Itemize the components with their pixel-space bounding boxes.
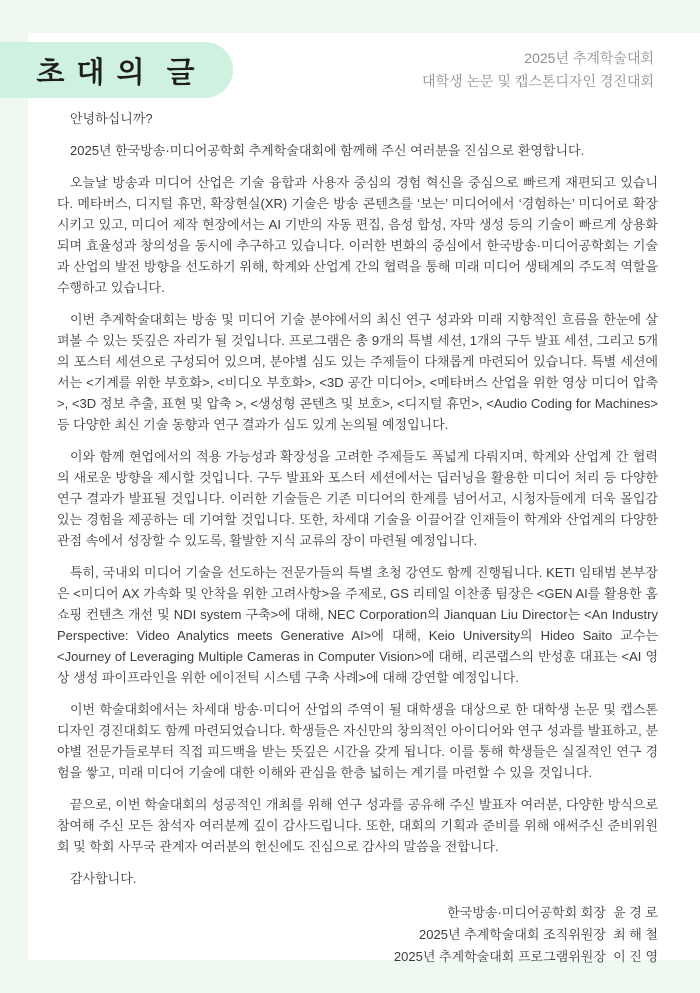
signature-block: [57, 902, 658, 968]
page-title: 초 대 의 글: [36, 56, 197, 89]
sessions-paragraph: 이와 함께 현업에서의 적용 가능성과 확장성을 고려한 주제들도 폭넓게 다뤄지며, 학계와 산업계 간 협력의 새로운 방향을 제시할 것입니다. 구두 발표와 포스터 세션에서는 딥러닝을 활용한 미디어 처리 등 다양한 연구 결과가 발표될 것입니다. 이러한 기술들은 기존 미디어의 한계를 넘어서고, 시청자들에게 더욱 몰입감 있는 경험을 제공하는 데 기여할 것입니다. 또한, 차세대 기술을 이끌어갈 인재들이 학계와 산업계의 다양한 관점 속에서 성장할 수 있도록, 활발한 지식 교류의 장이 마련될 예정입니다.: [57, 449, 658, 548]
student-competition-paragraph: 이번 학술대회에서는 차세대 방송·미디어 산업의 주역이 될 대학생을 대상으로 한 대학생 논문 및 캡스톤디자인 경진대회도 함께 마련되었습니다. 학생들은 자신만의 창의적인 아이디어와 연구 성과를 발표하고, 분야별 전문가들로부터 직접 피드백을 받는 뜻깊은 시간을 갖게 됩니다. 이를 통해 학생들은 실질적인 연구 경험을 쌓고, 미래 미디어 기술에 대한 이해와 관심을 한층 넓히는 계기를 마련할 수 있을 것입니다.: [57, 702, 658, 780]
title-badge: [0, 42, 233, 98]
industry-trends-paragraph: 오늘날 방송과 미디어 산업은 기술 융합과 사용자 중심의 경험 혁신을 중심으로 빠르게 재편되고 있습니다. 메타버스, 디지털 휴먼, 확장현실(XR) 기술은 방송 콘텐츠를 ‘보는’ 미디어에서 ‘경험하는’ 미디어로 확장시키고 있고, 미디어 제작 현장에서는 AI 기반의 자동 편집, 음성 합성, 자막 생성 등의 기술이 빠르게 상용화되며 효율성과 창의성을 동시에 추구하고 있습니다. 이러한 변화의 중심에서 한국방송·미디어공학회는 기술과 산업의 발전 방향을 선도하기 위해, 학계와 산업계 간의 협력을 통해 미래 미디어 생태계의 주도적 역할을 수행하고 있습니다.: [57, 175, 658, 295]
invited-talks-paragraph: 특히, 국내외 미디어 기술을 선도하는 전문가들의 특별 초청 강연도 함께 진행됩니다. KETI 임태범 본부장은 <미디어 AX 가속화 및 안착을 위한 고려사항>을 주제로, GS 리테일 이찬종 팀장은 <GEN AI를 활용한 홈쇼핑 컨텐츠 개선 및 NDI system 구축>에 대해, NEC Corporation의 Jianquan Liu Director는 <An Industry Perspective: Video Analytics meets Generative AI>에 대해, Keio University의 Hideo Saito 교수는 <Journey of Leveraging Multiple Cameras in Computer Vision>에 대해, 리콘랩스의 반성훈 대표는 <AI 영상 생성 파이프라인을 위한 에이전틱 시스템 구축 사례>에 대해 강연할 예정입니다.: [57, 565, 658, 685]
greeting-paragraph: 안녕하십니까?: [70, 111, 153, 126]
signature-line-program-chair: 2025년 추계학술대회 프로그램위원장 이 진 영: [393, 949, 658, 964]
signature-line-president: 한국방송·미디어공학회 회장 윤 경 로: [447, 905, 658, 920]
closing-paragraph: 감사합니다.: [70, 871, 137, 886]
event-title: 2025년 추계학술대회: [524, 50, 654, 66]
acknowledgement-paragraph: 끝으로, 이번 학술대회의 성공적인 개최를 위해 연구 성과를 공유해 주신 발표자 여러분, 다양한 방식으로 참여해 주신 모든 참석자 여러분께 깊이 감사드립니다. 또한, 대회의 기획과 준비를 위해 애써주신 준비위원회 및 학회 사무국 관계자 여러분의 헌신에도 진심으로 감사의 말씀을 전합니다.: [57, 797, 658, 854]
signature-line-organizing-chair: 2025년 추계학술대회 조직위원장 최 해 철: [419, 927, 658, 942]
welcome-paragraph: 2025년 한국방송·미디어공학회 추계학술대회에 함께해 주신 여러분을 진심으로 환영합니다.: [70, 143, 585, 158]
event-subtitle: 대학생 논문 및 캡스톤디자인 경진대회: [422, 73, 654, 89]
program-overview-paragraph: 이번 추계학술대회는 방송 및 미디어 기술 분야에서의 최신 연구 성과와 미래 지향적인 흐름을 한눈에 살펴볼 수 있는 뜻깊은 자리가 될 것입니다. 프로그램은 총 9개의 특별 세션, 1개의 구두 발표 세션, 그리고 5개의 포스터 세션으로 구성되어 있으며, 분야별 심도 있는 주제들이 다채롭게 마련되어 있습니다. 특별 세션에서는 <기계를 위한 부호화>, <비디오 부호화>, <3D 공간 미디어>, <메타버스 산업을 위한 영상 미디어 압축>, <3D 정보 추출, 표현 및 압축 >, <생성형 콘텐츠 및 보호>, <디지털 휴먼>, <Audio Coding for Machines> 등 다양한 최신 기술 동향과 연구 결과가 심도 있게 논의될 예정입니다.: [57, 312, 658, 432]
letter-body: [57, 108, 658, 968]
event-info: [422, 47, 654, 93]
